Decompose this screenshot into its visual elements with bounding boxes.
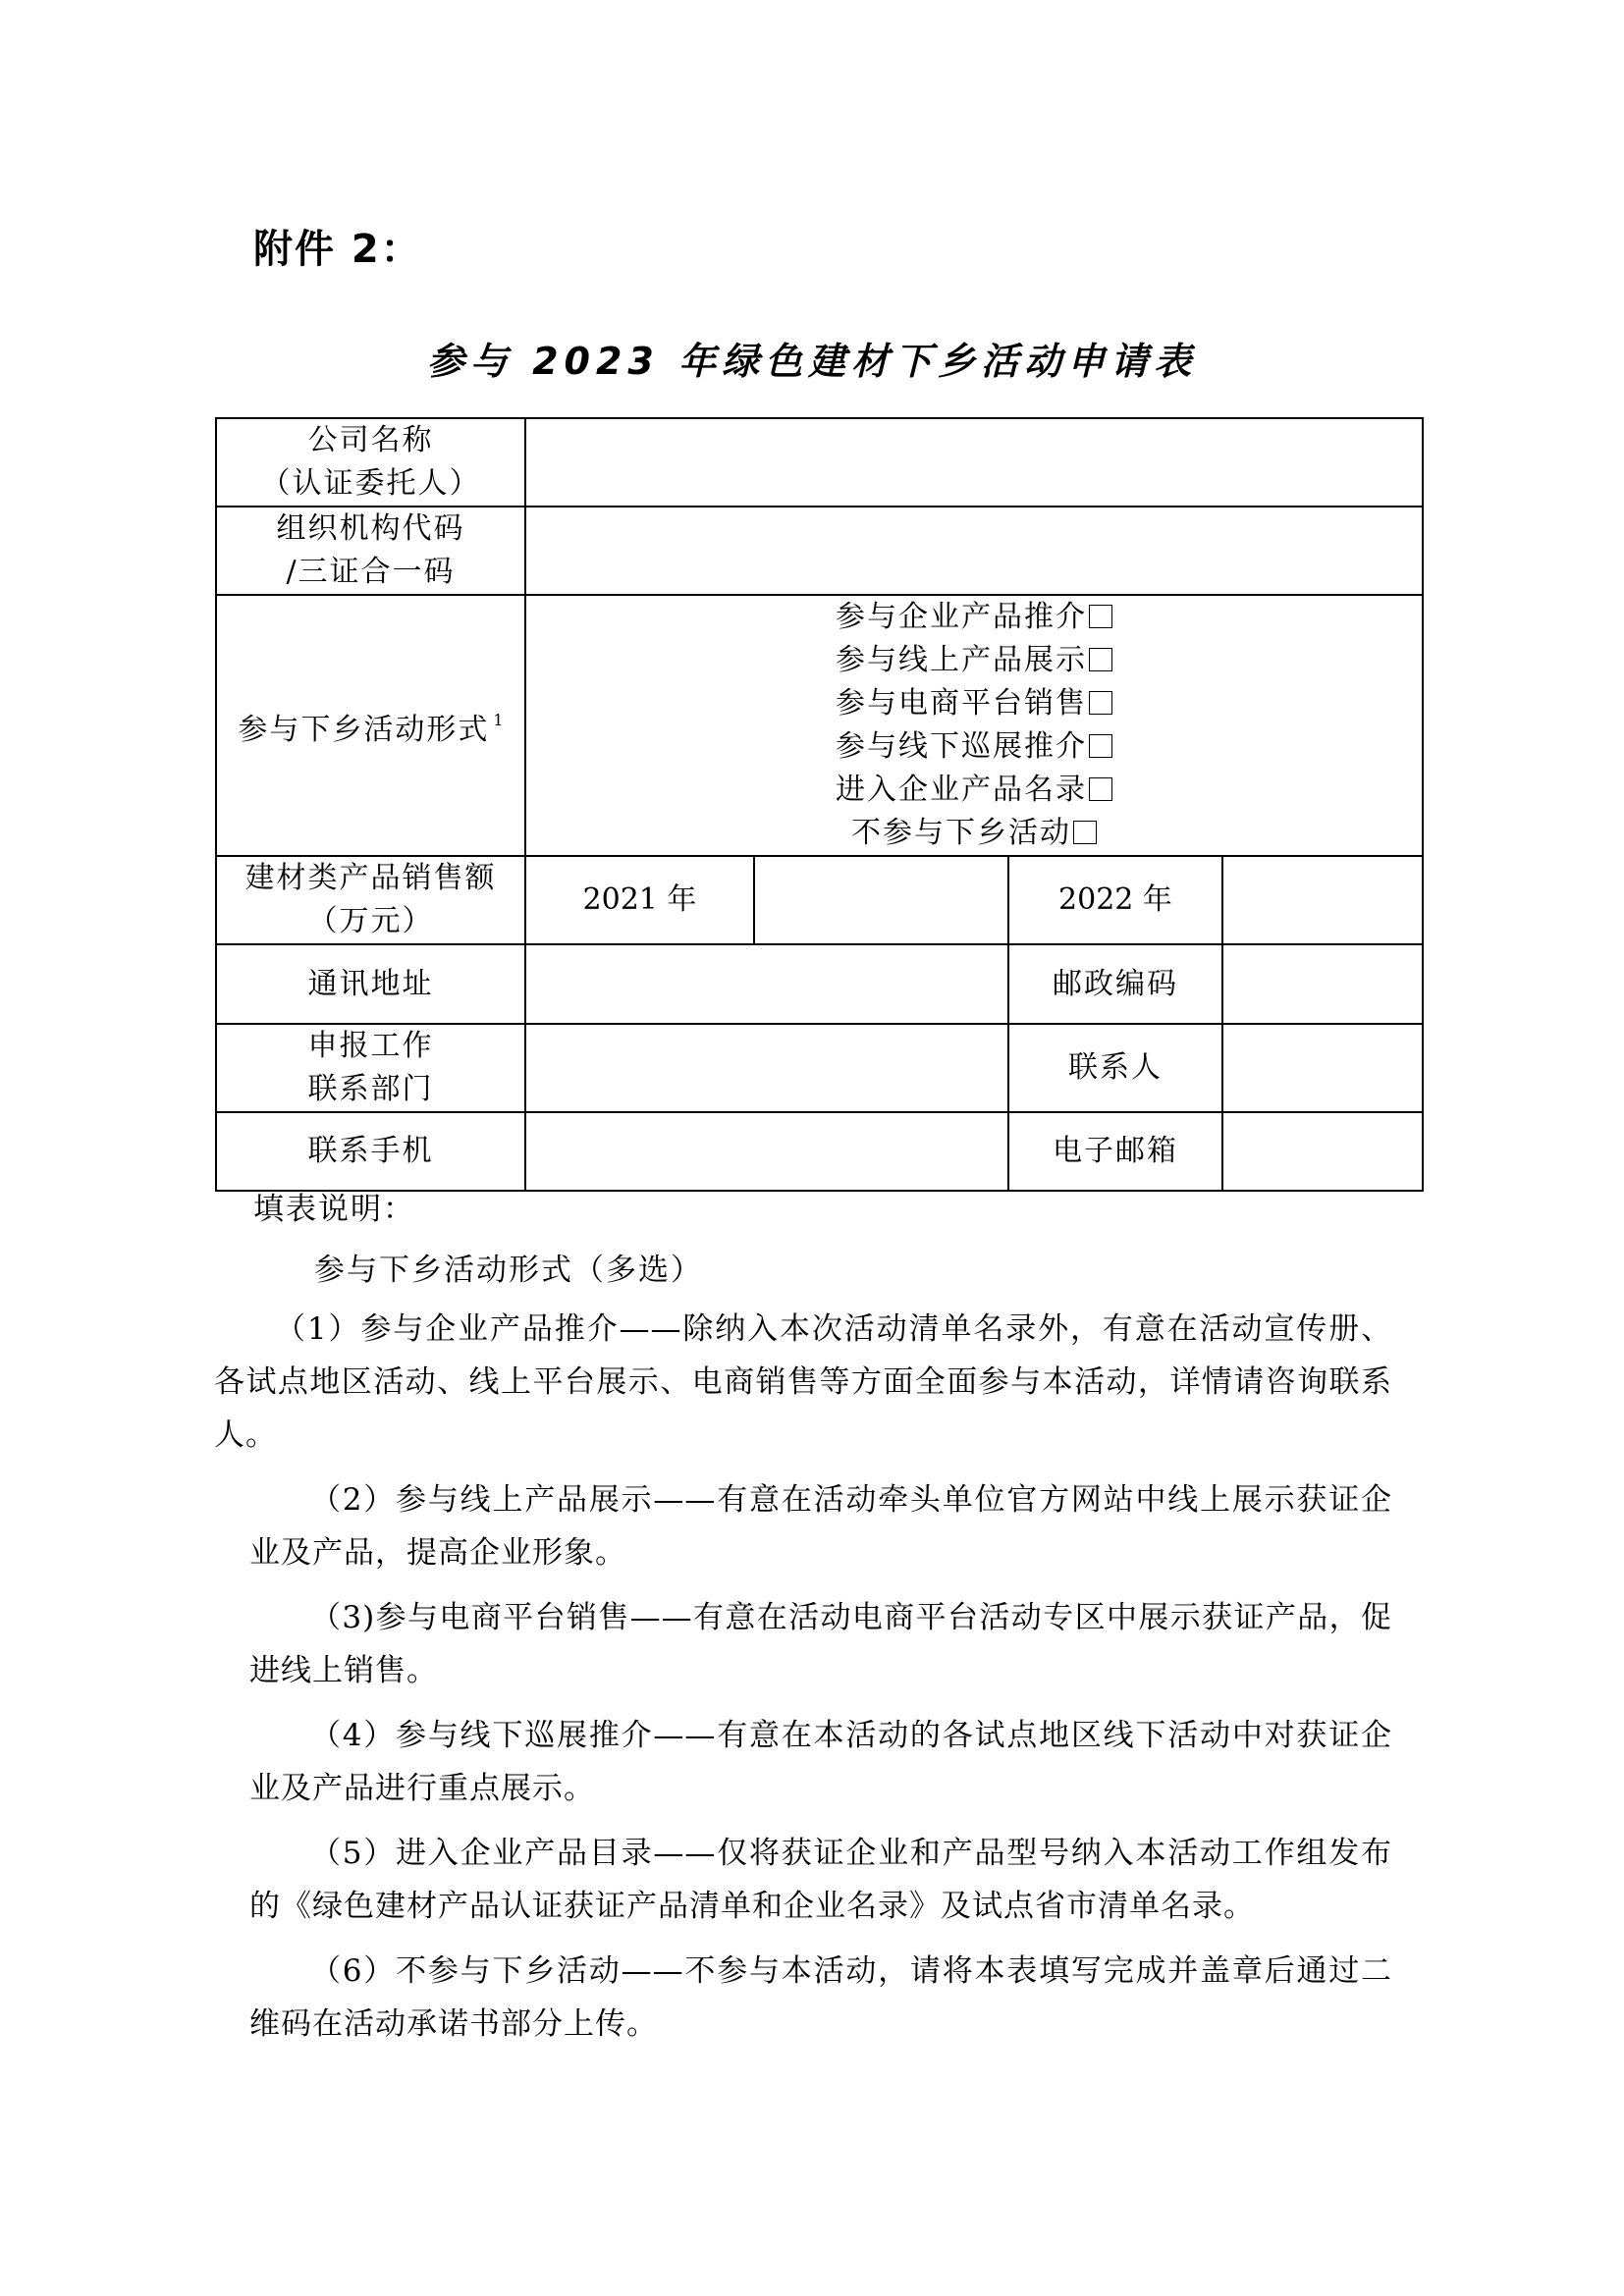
option-ecommerce-sales-label: 参与电商平台销售 bbox=[836, 686, 1087, 721]
company-name-label-line1: 公司名称 bbox=[307, 423, 434, 457]
company-name-field[interactable] bbox=[525, 418, 1423, 507]
footnote-marker: 1 bbox=[493, 711, 504, 729]
option-product-promotion bbox=[526, 596, 1422, 639]
option-offline-tour-label: 参与线下巡展推介 bbox=[836, 729, 1087, 764]
option-product-promotion-checkbox[interactable] bbox=[1089, 605, 1112, 628]
mobile-label: 联系手机 bbox=[216, 1112, 525, 1191]
option-offline-tour bbox=[526, 725, 1422, 769]
note-item-1: （1）参与企业产品推介——除纳入本次活动清单名录外，有意在活动宣传册、各试点地区活动、线上平台展示、电商销售等方面全面参与本活动，详情请咨询联系人。 bbox=[214, 1311, 1392, 1453]
department-label bbox=[216, 1024, 525, 1112]
mobile-row bbox=[216, 1112, 1423, 1191]
contact-person-label: 联系人 bbox=[1008, 1024, 1222, 1112]
department-field[interactable] bbox=[525, 1024, 1008, 1112]
option-online-display bbox=[526, 639, 1422, 682]
option-product-promotion-label: 参与企业产品推介 bbox=[836, 600, 1087, 634]
option-not-participating-checkbox[interactable] bbox=[1073, 821, 1097, 844]
option-online-display-checkbox[interactable] bbox=[1089, 648, 1112, 671]
sales-label-line1: 建材类产品销售额 bbox=[244, 861, 497, 895]
email-field[interactable] bbox=[1222, 1112, 1423, 1191]
application-form-table bbox=[215, 417, 1424, 1192]
activity-form-label-text: 参与下乡活动形式 bbox=[238, 713, 490, 747]
department-label-line1: 申报工作 bbox=[307, 1029, 434, 1063]
org-code-field[interactable] bbox=[525, 507, 1423, 595]
org-code-label-line1: 组织机构代码 bbox=[276, 511, 465, 546]
org-code-row bbox=[216, 507, 1423, 595]
option-product-directory-label: 进入企业产品名录 bbox=[836, 773, 1087, 807]
activity-options-list bbox=[526, 596, 1422, 855]
department-label-line2: 联系部门 bbox=[307, 1072, 434, 1106]
notes-subheading: 参与下乡活动形式（多选） bbox=[314, 1253, 703, 1288]
mobile-field[interactable] bbox=[525, 1112, 1008, 1191]
activity-form-row bbox=[216, 595, 1423, 856]
activity-form-label bbox=[216, 595, 525, 856]
address-label: 通讯地址 bbox=[216, 944, 525, 1024]
form-title: 参与 2023 年绿色建材下乡活动申请表 bbox=[426, 340, 1198, 383]
postal-code-label: 邮政编码 bbox=[1008, 944, 1222, 1024]
year-2021-label: 2021 年 bbox=[525, 856, 754, 944]
option-product-directory-checkbox[interactable] bbox=[1089, 777, 1112, 801]
form-notes bbox=[214, 1183, 1392, 2062]
note-item-3: （3)参与电商平台销售——有意在活动电商平台活动专区中展示获证产品，促进线上销售。 bbox=[249, 1600, 1392, 1688]
option-ecommerce-sales-checkbox[interactable] bbox=[1089, 691, 1112, 715]
company-name-label-line2: （认证委托人） bbox=[260, 466, 481, 501]
sales-2022-field[interactable] bbox=[1222, 856, 1423, 944]
attachment-label: 附件 2： bbox=[253, 227, 422, 272]
contact-person-field[interactable] bbox=[1222, 1024, 1423, 1112]
company-name-label bbox=[216, 418, 525, 507]
option-product-directory bbox=[526, 769, 1422, 812]
sales-label bbox=[216, 856, 525, 944]
option-not-participating bbox=[526, 812, 1422, 855]
option-not-participating-label: 不参与下乡活动 bbox=[851, 816, 1071, 850]
sales-row bbox=[216, 856, 1423, 944]
postal-code-field[interactable] bbox=[1222, 944, 1423, 1024]
note-item-2: （2）参与线上产品展示——有意在活动牵头单位官方网站中线上展示获证企业及产品，提高企业形象。 bbox=[249, 1482, 1392, 1571]
notes-heading: 填表说明： bbox=[253, 1192, 415, 1227]
sales-2021-field[interactable] bbox=[754, 856, 1008, 944]
org-code-label bbox=[216, 507, 525, 595]
note-item-6: （6）不参与下乡活动——不参与本活动，请将本表填写完成并盖章后通过二维码在活动承诺书部分上传。 bbox=[249, 1953, 1392, 2042]
option-offline-tour-checkbox[interactable] bbox=[1089, 734, 1112, 758]
address-row bbox=[216, 944, 1423, 1024]
sales-label-line2: （万元） bbox=[307, 904, 434, 938]
year-2022-label: 2022 年 bbox=[1008, 856, 1222, 944]
note-item-5: （5）进入企业产品目录——仅将获证企业和产品型号纳入本活动工作组发布的《绿色建材产品认证获证产品清单和企业名录》及试点省市清单名录。 bbox=[249, 1836, 1392, 1924]
option-online-display-label: 参与线上产品展示 bbox=[836, 643, 1087, 677]
company-name-row bbox=[216, 418, 1423, 507]
department-row bbox=[216, 1024, 1423, 1112]
activity-options-cell bbox=[525, 595, 1423, 856]
note-item-4: （4）参与线下巡展推介——有意在本活动的各试点地区线下活动中对获证企业及产品进行重点展示。 bbox=[249, 1718, 1392, 1806]
address-field[interactable] bbox=[525, 944, 1008, 1024]
org-code-label-line2: /三证合一码 bbox=[286, 555, 456, 589]
email-label: 电子邮箱 bbox=[1008, 1112, 1222, 1191]
option-ecommerce-sales bbox=[526, 682, 1422, 725]
